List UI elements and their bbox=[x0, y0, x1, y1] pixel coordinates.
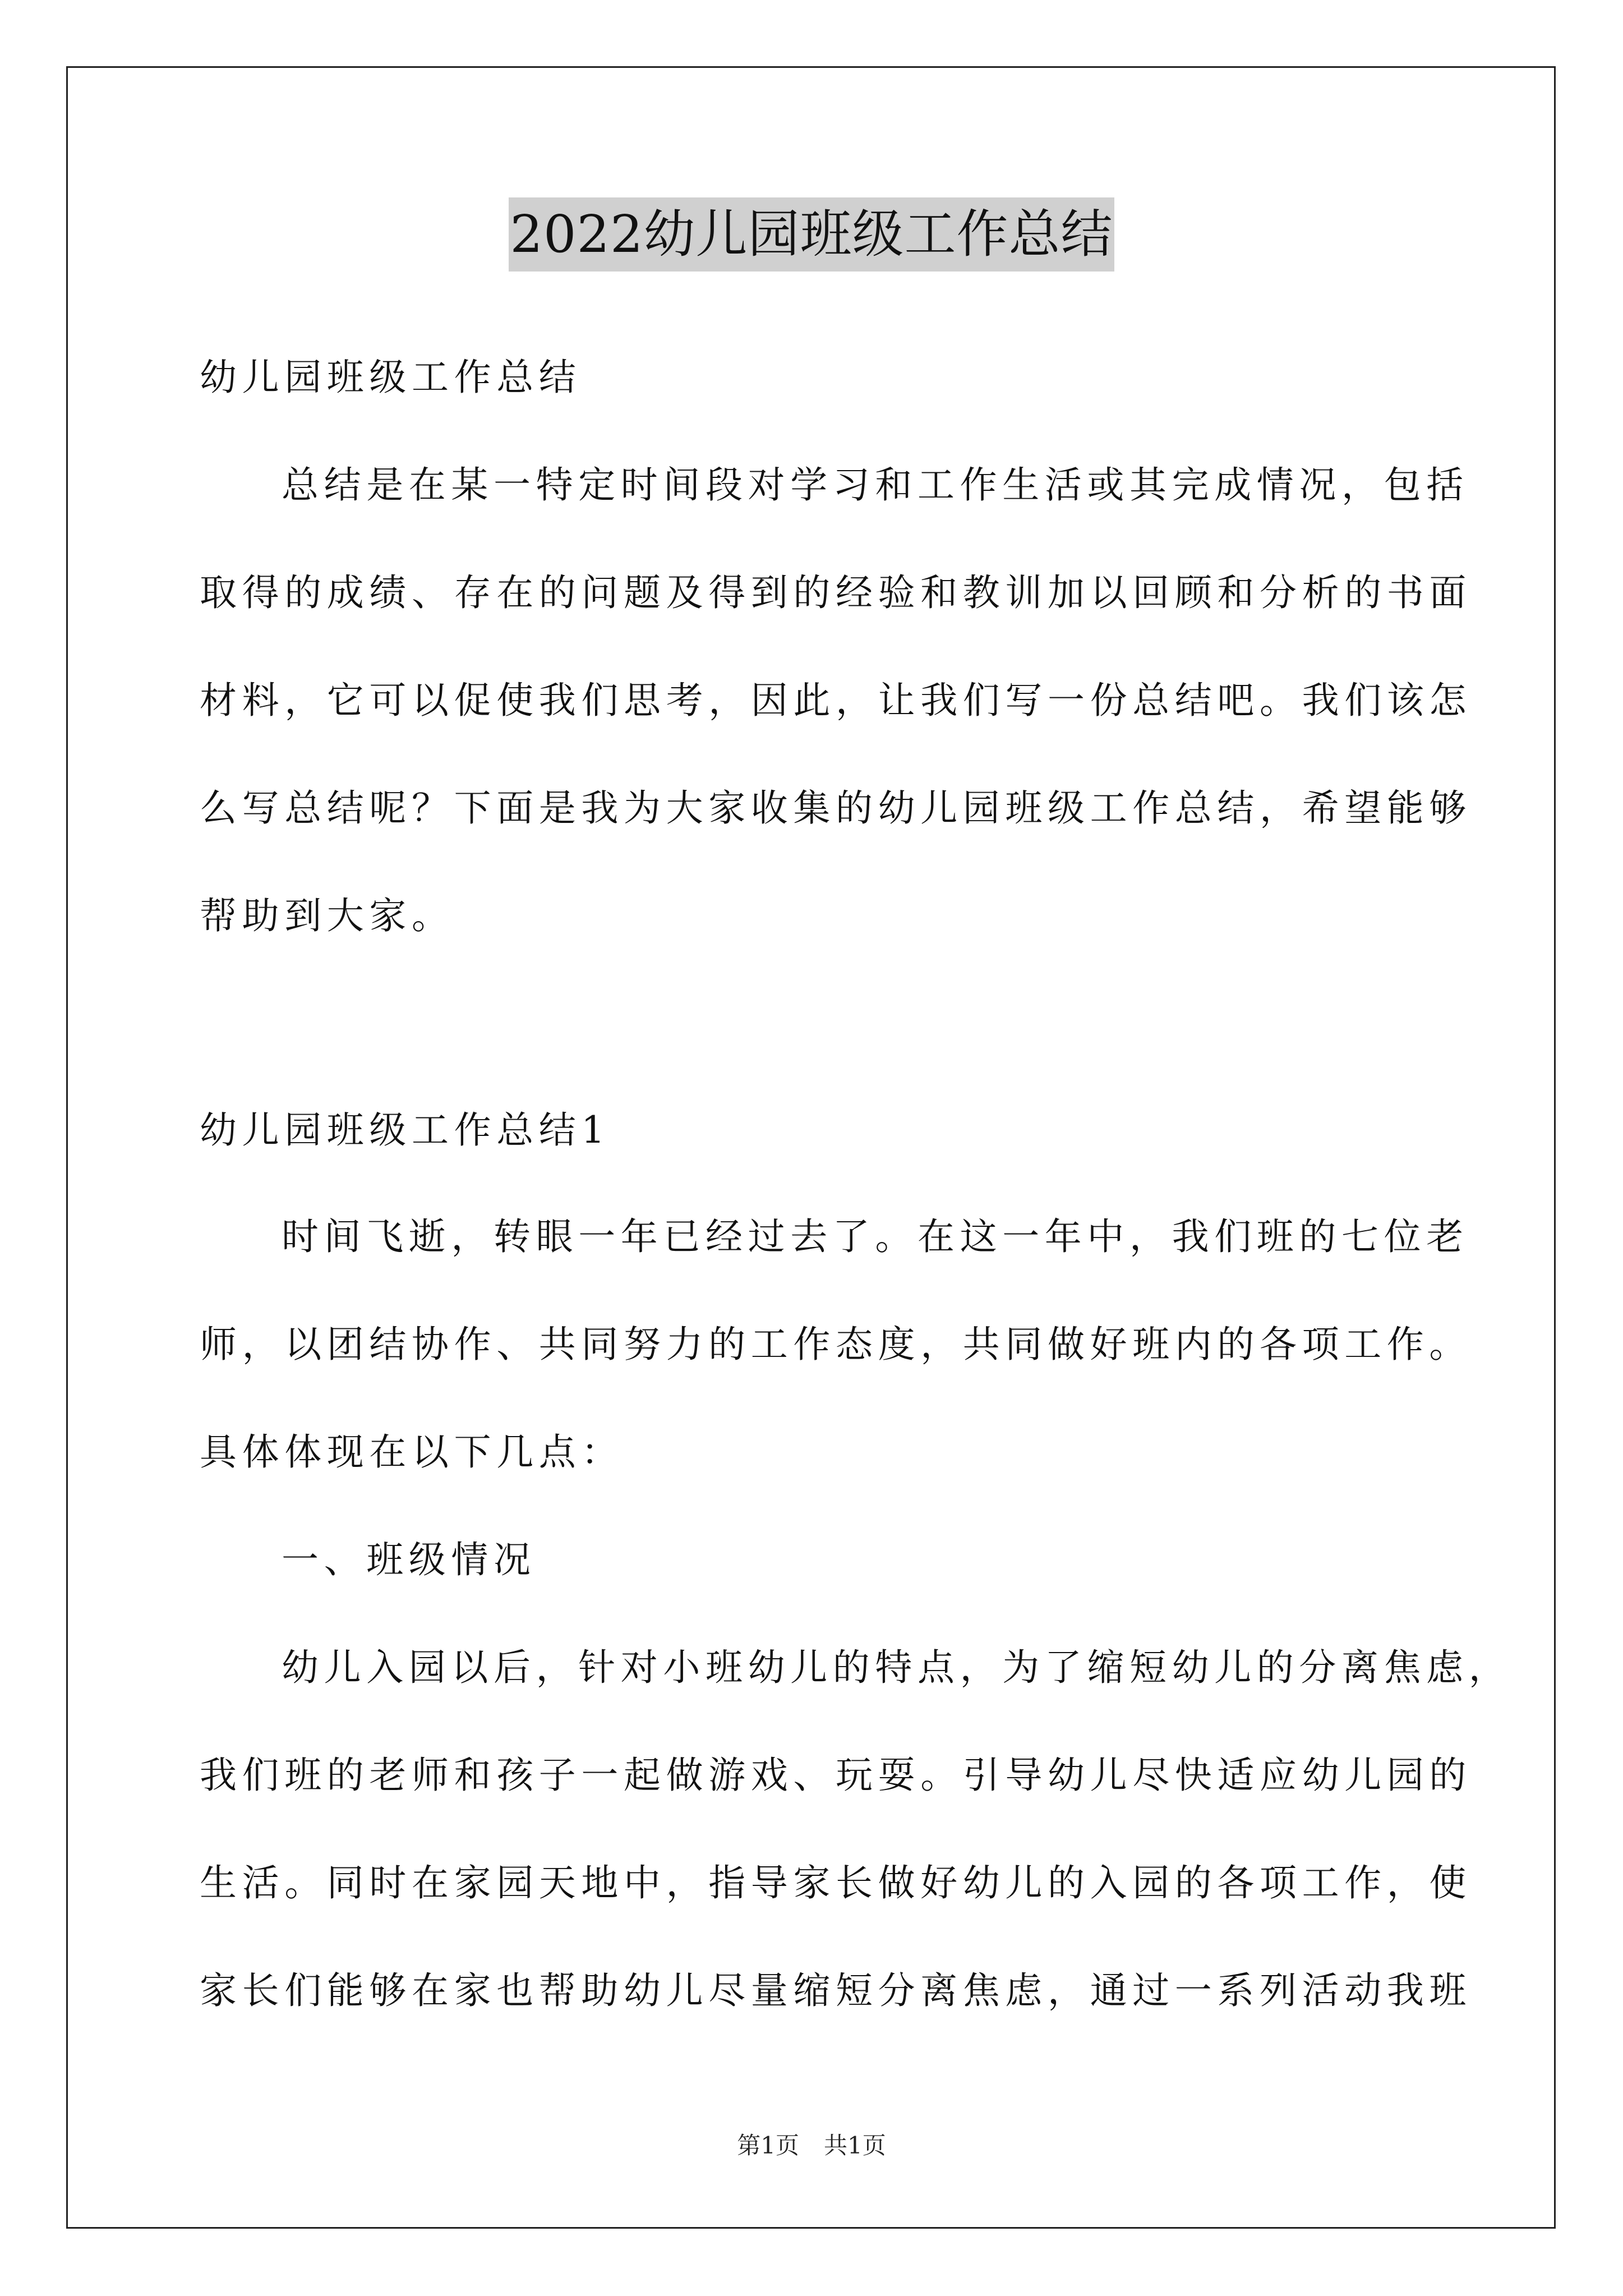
paragraph-line: 时间飞逝，转眼一年已经过去了。在这一年中，我们班的七位老 bbox=[282, 1215, 1469, 1258]
paragraph-line: 么写总结呢？下面是我为大家收集的幼儿园班级工作总结，希望能够 bbox=[200, 786, 1472, 830]
paragraph-line: 总结是在某一特定时间段对学习和工作生活或其完成情况，包括 bbox=[282, 463, 1469, 507]
paragraph-line: 我们班的老师和孩子一起做游戏、玩耍。引导幼儿尽快适应幼儿园的 bbox=[200, 1754, 1472, 1797]
document-title: 2022幼儿园班级工作总结 bbox=[509, 197, 1114, 272]
paragraph-line: 师，以团结协作、共同努力的工作态度，共同做好班内的各项工作。 bbox=[200, 1323, 1472, 1366]
title-container bbox=[0, 197, 1623, 272]
paragraph-line: 帮助到大家。 bbox=[200, 894, 454, 937]
section-heading: 幼儿园班级工作总结 bbox=[200, 356, 582, 399]
paragraph-line: 取得的成绩、存在的问题及得到的经验和教训加以回顾和分析的书面 bbox=[200, 571, 1472, 614]
paragraph-line: 具体体现在以下几点： bbox=[200, 1430, 624, 1474]
page-number: 第1页 bbox=[737, 2132, 799, 2159]
subsection-heading: 一、班级情况 bbox=[282, 1538, 536, 1581]
page-footer bbox=[0, 2129, 1623, 2162]
paragraph-line: 家长们能够在家也帮助幼儿尽量缩短分离焦虑，通过一系列活动我班 bbox=[200, 1969, 1472, 2012]
paragraph-line: 材料，它可以促使我们思考，因此，让我们写一份总结吧。我们该怎 bbox=[200, 679, 1472, 722]
page-total: 共1页 bbox=[824, 2132, 886, 2159]
section-heading: 幼儿园班级工作总结1 bbox=[200, 1108, 610, 1152]
paragraph-line: 幼儿入园以后，针对小班幼儿的特点，为了缩短幼儿的分离焦虑， bbox=[282, 1646, 1511, 1689]
paragraph-line: 生活。同时在家园天地中，指导家长做好幼儿的入园的各项工作，使 bbox=[200, 1861, 1472, 1904]
